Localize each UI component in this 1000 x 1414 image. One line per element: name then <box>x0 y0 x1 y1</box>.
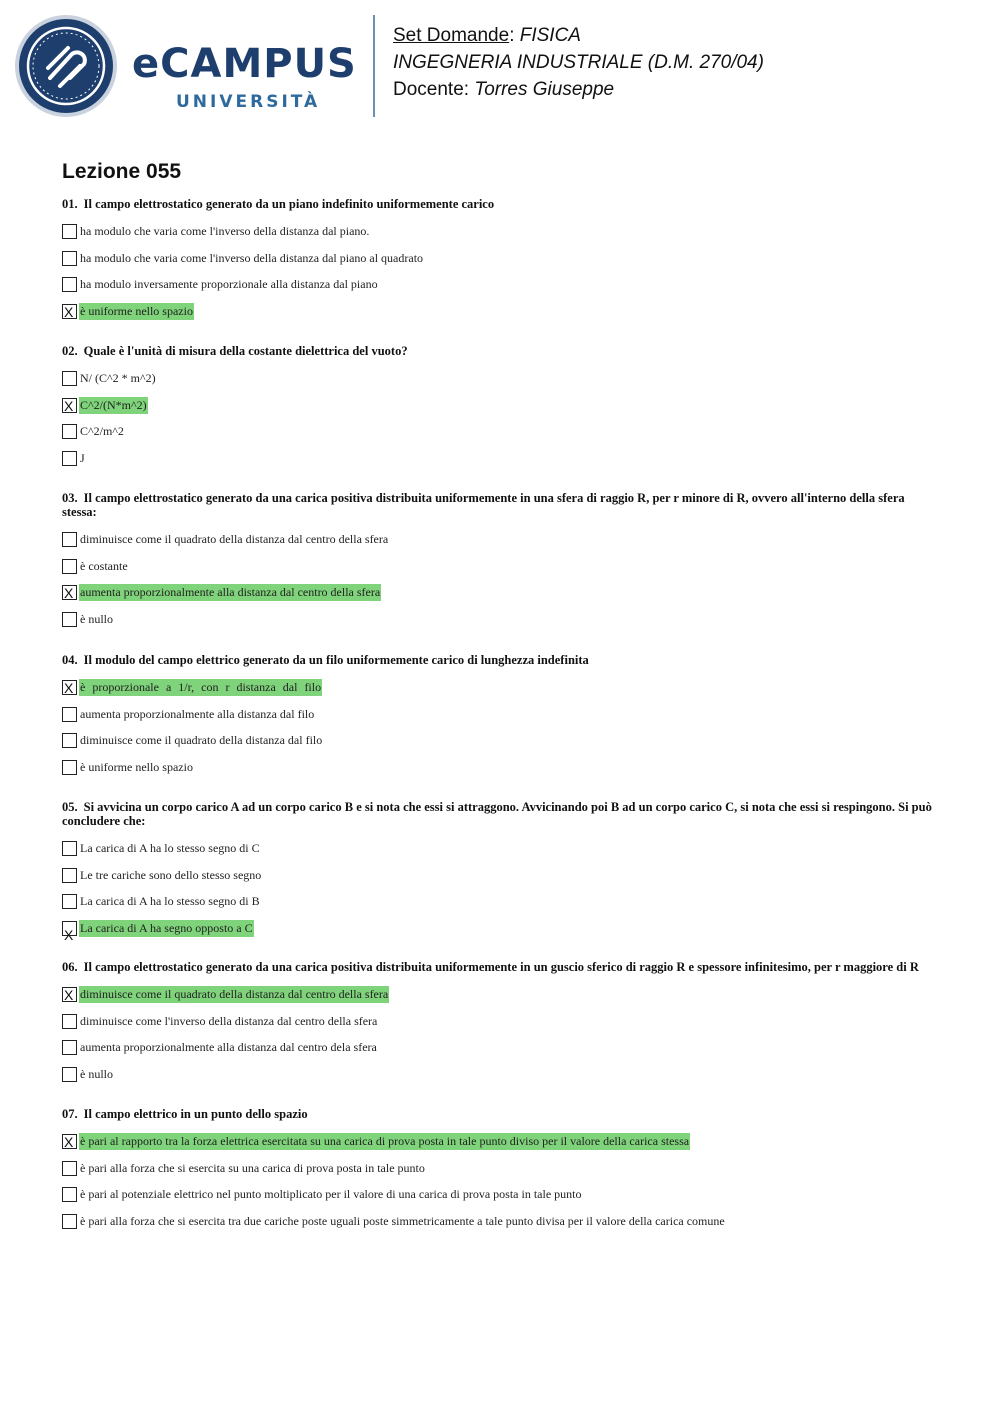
answer-option-correct[interactable] <box>62 679 942 706</box>
question-text: 02. Quale è l'unità di misura della costante dielettrica del vuoto? <box>62 344 408 358</box>
answer-option[interactable] <box>62 867 942 894</box>
check-mark-icon: X <box>64 1134 74 1150</box>
answer-checkbox[interactable] <box>62 451 77 466</box>
header-divider <box>373 15 375 117</box>
answer-checkbox[interactable] <box>62 1161 77 1176</box>
answer-label-correct: è proporzionale a 1/r, con r distanza dal filo <box>80 680 322 694</box>
teacher-label: Docente: <box>393 79 470 100</box>
answer-label-correct: è uniforme nello spazio <box>80 303 193 318</box>
answer-label-correct: La carica di A ha segno opposto a C <box>80 920 253 935</box>
answer-option[interactable] <box>62 611 942 638</box>
question-text: 03. Il campo elettrostatico generato da una carica positiva distribuita uniformemente in una sfera di raggio R, per r minore di R, ovvero all'interno della sfera stessa: <box>62 491 905 519</box>
answer-label: è nullo <box>80 611 113 626</box>
question-number: 01. <box>62 197 78 211</box>
answer-label: diminuisce come il quadrato della distanza dal filo <box>80 733 323 747</box>
answer-checkbox-checked[interactable] <box>62 987 77 1002</box>
answer-checkbox[interactable] <box>62 733 77 748</box>
answer-checkbox[interactable] <box>62 424 77 439</box>
answer-option[interactable] <box>62 759 942 786</box>
answer-option-correct[interactable] <box>62 397 942 424</box>
question <box>62 344 942 476</box>
page-header <box>0 0 1000 130</box>
answer-checkbox[interactable] <box>62 224 77 239</box>
answer-option[interactable] <box>62 1186 942 1213</box>
university-seal-icon <box>14 14 118 118</box>
answer-option[interactable] <box>62 1013 942 1040</box>
course-info <box>393 22 764 103</box>
answer-option[interactable] <box>62 250 942 277</box>
ecampus-logo <box>14 14 364 118</box>
question <box>62 1107 942 1239</box>
answer-label: è nullo <box>80 1066 113 1081</box>
answer-label: Le tre cariche sono dello stesso segno <box>80 867 262 882</box>
brand-wordmark: eCAMPUS <box>132 41 357 87</box>
answer-checkbox[interactable] <box>62 612 77 627</box>
answer-label: è costante <box>80 558 128 573</box>
question-number: 03. <box>62 491 78 505</box>
answer-option-correct[interactable] <box>62 1133 942 1160</box>
answer-label: ha modulo che varia come l'inverso della distanza dal piano. <box>80 224 370 238</box>
question <box>62 960 942 1092</box>
answer-checkbox[interactable] <box>62 841 77 856</box>
check-mark-icon: X <box>64 397 74 414</box>
question <box>62 197 942 329</box>
answer-checkbox[interactable] <box>62 894 77 909</box>
question-text: 04. Il modulo del campo elettrico generato da un filo uniformemente carico di lunghezza indefinita <box>62 653 589 667</box>
answer-label: diminuisce come l'inverso della distanza dal centro della sfera <box>80 1013 378 1028</box>
question <box>62 800 942 946</box>
question <box>62 653 942 785</box>
question-number: 07. <box>62 1107 78 1121</box>
answer-option[interactable] <box>62 531 942 558</box>
answer-checkbox-checked[interactable] <box>62 304 77 319</box>
answer-label: ha modulo che varia come l'inverso della distanza dal piano al quadrato <box>80 250 424 265</box>
answer-option[interactable] <box>62 732 942 759</box>
question-text: 05. Si avvicina un corpo carico A ad un corpo carico B e si nota che essi si attraggono. Avvicinando poi B ad un corpo carico C, si nota che essi si respingono. Si può concludere che: <box>62 800 932 828</box>
answer-option[interactable] <box>62 558 942 585</box>
answer-option-correct[interactable] <box>62 584 942 611</box>
check-mark-icon: X <box>64 926 74 943</box>
teacher-name: Torres Giuseppe <box>474 79 615 100</box>
answer-checkbox[interactable] <box>62 1067 77 1082</box>
answer-label: è pari alla forza che si esercita su una carica di prova posta in tale punto <box>80 1160 425 1175</box>
answer-label: C^2/m^2 <box>80 424 124 438</box>
answer-checkbox[interactable] <box>62 1014 77 1029</box>
answer-option-correct[interactable] <box>62 303 942 330</box>
answer-checkbox[interactable] <box>62 532 77 547</box>
course-name: INGEGNERIA INDUSTRIALE (D.M. 270/04) <box>393 52 764 73</box>
answer-checkbox[interactable] <box>62 277 77 292</box>
answer-option[interactable] <box>62 223 942 250</box>
answer-option[interactable] <box>62 1066 942 1093</box>
answer-option[interactable] <box>62 893 942 920</box>
answer-checkbox[interactable] <box>62 868 77 883</box>
answer-option[interactable] <box>62 706 942 733</box>
answer-label: è pari al potenziale elettrico nel punto moltiplicato per il valore di una carica di prova posta in tale punto <box>80 1187 582 1201</box>
answer-checkbox-checked[interactable] <box>62 585 77 600</box>
question-number: 04. <box>62 653 78 667</box>
question-text: 01. Il campo elettrostatico generato da un piano indefinito uniformemente carico <box>62 197 495 211</box>
answer-checkbox-checked[interactable] <box>62 1134 77 1149</box>
check-mark-icon: X <box>64 303 74 320</box>
answer-option[interactable] <box>62 1039 942 1066</box>
answer-option[interactable] <box>62 423 942 450</box>
answer-option[interactable] <box>62 450 942 477</box>
set-label: Set Domande <box>393 25 510 46</box>
answer-label-correct: diminuisce come il quadrato della distanza dal centro della sfera <box>80 987 389 1001</box>
check-mark-icon: X <box>64 680 74 696</box>
answer-label-correct: C^2/(N*m^2) <box>80 397 147 412</box>
answer-label: diminuisce come il quadrato della distanza dal centro della sfera <box>80 532 389 546</box>
question-number: 06. <box>62 960 78 974</box>
answer-option[interactable] <box>62 1213 942 1240</box>
answer-label-correct: è pari al rapporto tra la forza elettrica esercitata su una carica di prova posta in tale punto diviso per il valore della carica stessa <box>80 1134 690 1148</box>
brand-subtitle: UNIVERSITÀ <box>176 92 321 112</box>
question-number: 02. <box>62 344 78 358</box>
answer-label-correct: aumenta proporzionalmente alla distanza dal centro della sfera <box>80 585 381 599</box>
lesson-title: Lezione 055 <box>62 160 182 183</box>
check-mark-icon: X <box>64 987 74 1003</box>
question-text: 06. Il campo elettrostatico generato da una carica positiva distribuita uniformemente in un guscio sferico di raggio R e spessore infinitesimo, per r maggiore di R <box>62 960 919 974</box>
teacher-line <box>393 76 764 103</box>
answer-label: aumenta proporzionalmente alla distanza dal filo <box>80 706 315 721</box>
answer-checkbox[interactable] <box>62 707 77 722</box>
answer-label: J <box>80 450 85 465</box>
answer-option[interactable] <box>62 370 942 397</box>
answer-option-correct[interactable] <box>62 986 942 1013</box>
answer-label: N/ (C^2 * m^2) <box>80 371 156 385</box>
answer-checkbox[interactable] <box>62 559 77 574</box>
subject: FISICA <box>519 25 581 46</box>
answer-label: è pari alla forza che si esercita tra due cariche poste uguali poste simmetricamente a tale punto divisa per il valore della carica comune <box>80 1213 725 1228</box>
answer-option[interactable] <box>62 276 942 303</box>
answer-checkbox[interactable] <box>62 371 77 386</box>
answer-label: ha modulo inversamente proporzionale alla distanza dal piano <box>80 277 378 291</box>
question-number: 05. <box>62 800 78 814</box>
answer-checkbox[interactable] <box>62 1040 77 1055</box>
answer-option[interactable] <box>62 1160 942 1187</box>
answer-checkbox[interactable] <box>62 251 77 266</box>
answer-option[interactable] <box>62 840 942 867</box>
set-colon: : <box>509 25 515 46</box>
answer-checkbox-checked[interactable] <box>62 680 77 695</box>
answer-label: è uniforme nello spazio <box>80 759 193 774</box>
answer-checkbox[interactable] <box>62 1187 77 1202</box>
set-line <box>393 22 764 49</box>
question <box>62 491 942 637</box>
answer-checkbox-checked[interactable] <box>62 398 77 413</box>
answer-label: La carica di A ha lo stesso segno di C <box>80 841 260 855</box>
answer-checkbox[interactable] <box>62 760 77 775</box>
answer-checkbox-checked[interactable] <box>62 921 77 943</box>
check-mark-icon: X <box>64 585 74 601</box>
answer-option-correct[interactable] <box>62 920 942 947</box>
answer-checkbox[interactable] <box>62 1214 77 1229</box>
question-text: 07. Il campo elettrico in un punto dello spazio <box>62 1107 308 1121</box>
answer-label: aumenta proporzionalmente alla distanza dal centro dela sfera <box>80 1040 377 1054</box>
answer-label: La carica di A ha lo stesso segno di B <box>80 894 260 908</box>
